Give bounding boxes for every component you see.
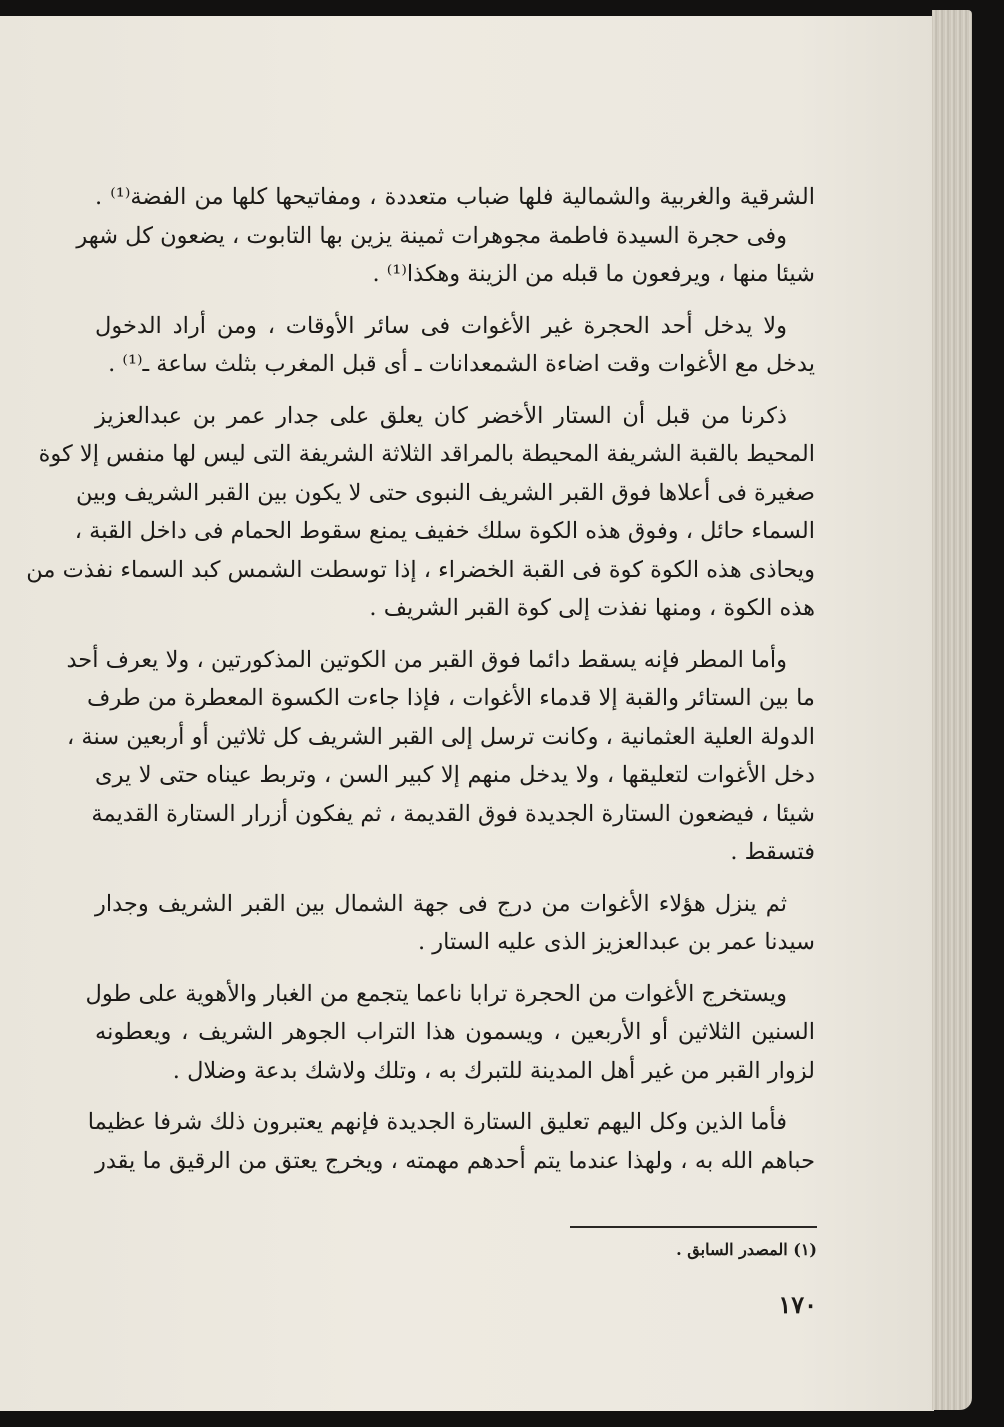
text-line: سيدنا عمر بن عبدالعزيز الذى عليه الستار . [417,929,815,955]
paragraph-1 [76,178,815,294]
text-line: صغيرة فى أعلاها فوق القبر الشريف النبوى حتى لا يكون بين القبر الشريف وبين [75,479,815,506]
text-line: السماء حائل ، وفوق هذه الكوة سلك خفيف يمنع سقوط الحمام فى داخل القبة ، [74,518,815,544]
text-line: ويستخرج الأغوات من الحجرة ترابا ناعما يتجمع من الغبار والأهوية على طول [85,980,787,1007]
paragraph-6 [85,975,815,1091]
paragraph-3 [26,397,815,628]
footnote: (١) المصدر السابق . [676,1240,817,1259]
text-line: ولا يدخل أحد الحجرة غير الأغوات فى سائر الأوقات ، ومن أراد الدخول [95,312,787,339]
text-line: ثم ينزل هؤلاء الأغوات من درج فى جهة الشمال بين القبر الشريف وجدار [95,890,787,917]
text-line: الدولة العلية العثمانية ، وكانت ترسل إلى القبر الشريف كل ثلاثين أو أربعين سنة ، [67,723,815,750]
text-line: شيئا ، فيضعون الستارة الجديدة فوق القديمة ، ثم يفكون أزرار الستارة القديمة [91,800,815,827]
text-line: فتسقط . [730,839,815,865]
text-line: وأما المطر فإنه يسقط دائما فوق القبر من الكوتين المذكورتين ، ولا يعرف أحد [66,646,787,673]
body-text [26,178,815,1193]
text-line: دخل الأغوات لتعليقها ، ولا يدخل منهم إلا كبير السن ، وتربط عيناه حتى لا يرى [95,762,815,788]
page-stack-edge [932,10,972,1410]
paragraph-4 [66,641,815,872]
text-line: ذكرنا من قبل أن الستار الأخضر كان يعلق على جدار عمر بن عبدالعزيز [95,402,787,429]
text-line: لزوار القبر من غير أهل المدينة للتبرك به ، وتلك ولاشك بدعة وضلال . [172,1057,815,1084]
text-line: الشرقية والغربية والشمالية فلها ضباب متعددة ، ومفاتيحها كلها من الفضة⁽¹⁾ . [95,184,815,210]
text-line: ويحاذى هذه الكوة كوة فى القبة الخضراء ، إذا توسطت الشمس كبد السماء نفذت من [26,556,815,583]
text-line: يدخل مع الأغوات وقت اضاءة الشمعدانات ـ أى قبل المغرب بثلث ساعة ـ⁽¹⁾ . [108,351,815,377]
text-line: ما بين الستائر والقبة إلا قدماء الأغوات ، فإذا جاءت الكسوة المعطرة من طرف [87,685,815,711]
paragraph-7 [87,1103,815,1180]
text-line: شيئا منها ، ويرفعون ما قبله من الزينة وهكذا⁽¹⁾ . [372,261,815,287]
text-line: هذه الكوة ، ومنها نفذت إلى كوة القبر الشريف . [369,595,815,621]
paragraph-5 [95,885,815,962]
text-line: حباهم الله به ، ولهذا عندما يتم أحدهم مهمته ، ويخرج يعتق من الرقيق ما يقدر [95,1147,815,1174]
footnote-divider [570,1226,817,1228]
page-number: ١٧٠ [778,1290,817,1319]
text-line: المحيط بالقبة الشريفة المحيطة بالمراقد الثلاثة الشريفة التى ليس لها منفس إلا كوة [38,441,815,467]
text-line: وفى حجرة السيدة فاطمة مجوهرات ثمينة يزين بها التابوت ، يضعون كل شهر [76,222,787,249]
text-line: فأما الذين وكل اليهم تعليق الستارة الجديدة فإنهم يعتبرون ذلك شرفا عظيما [87,1109,787,1135]
text-line: السنين الثلاثين أو الأربعين ، ويسمون هذا التراب الجوهر الشريف ، ويعطونه [95,1019,815,1045]
paragraph-2 [95,307,815,384]
